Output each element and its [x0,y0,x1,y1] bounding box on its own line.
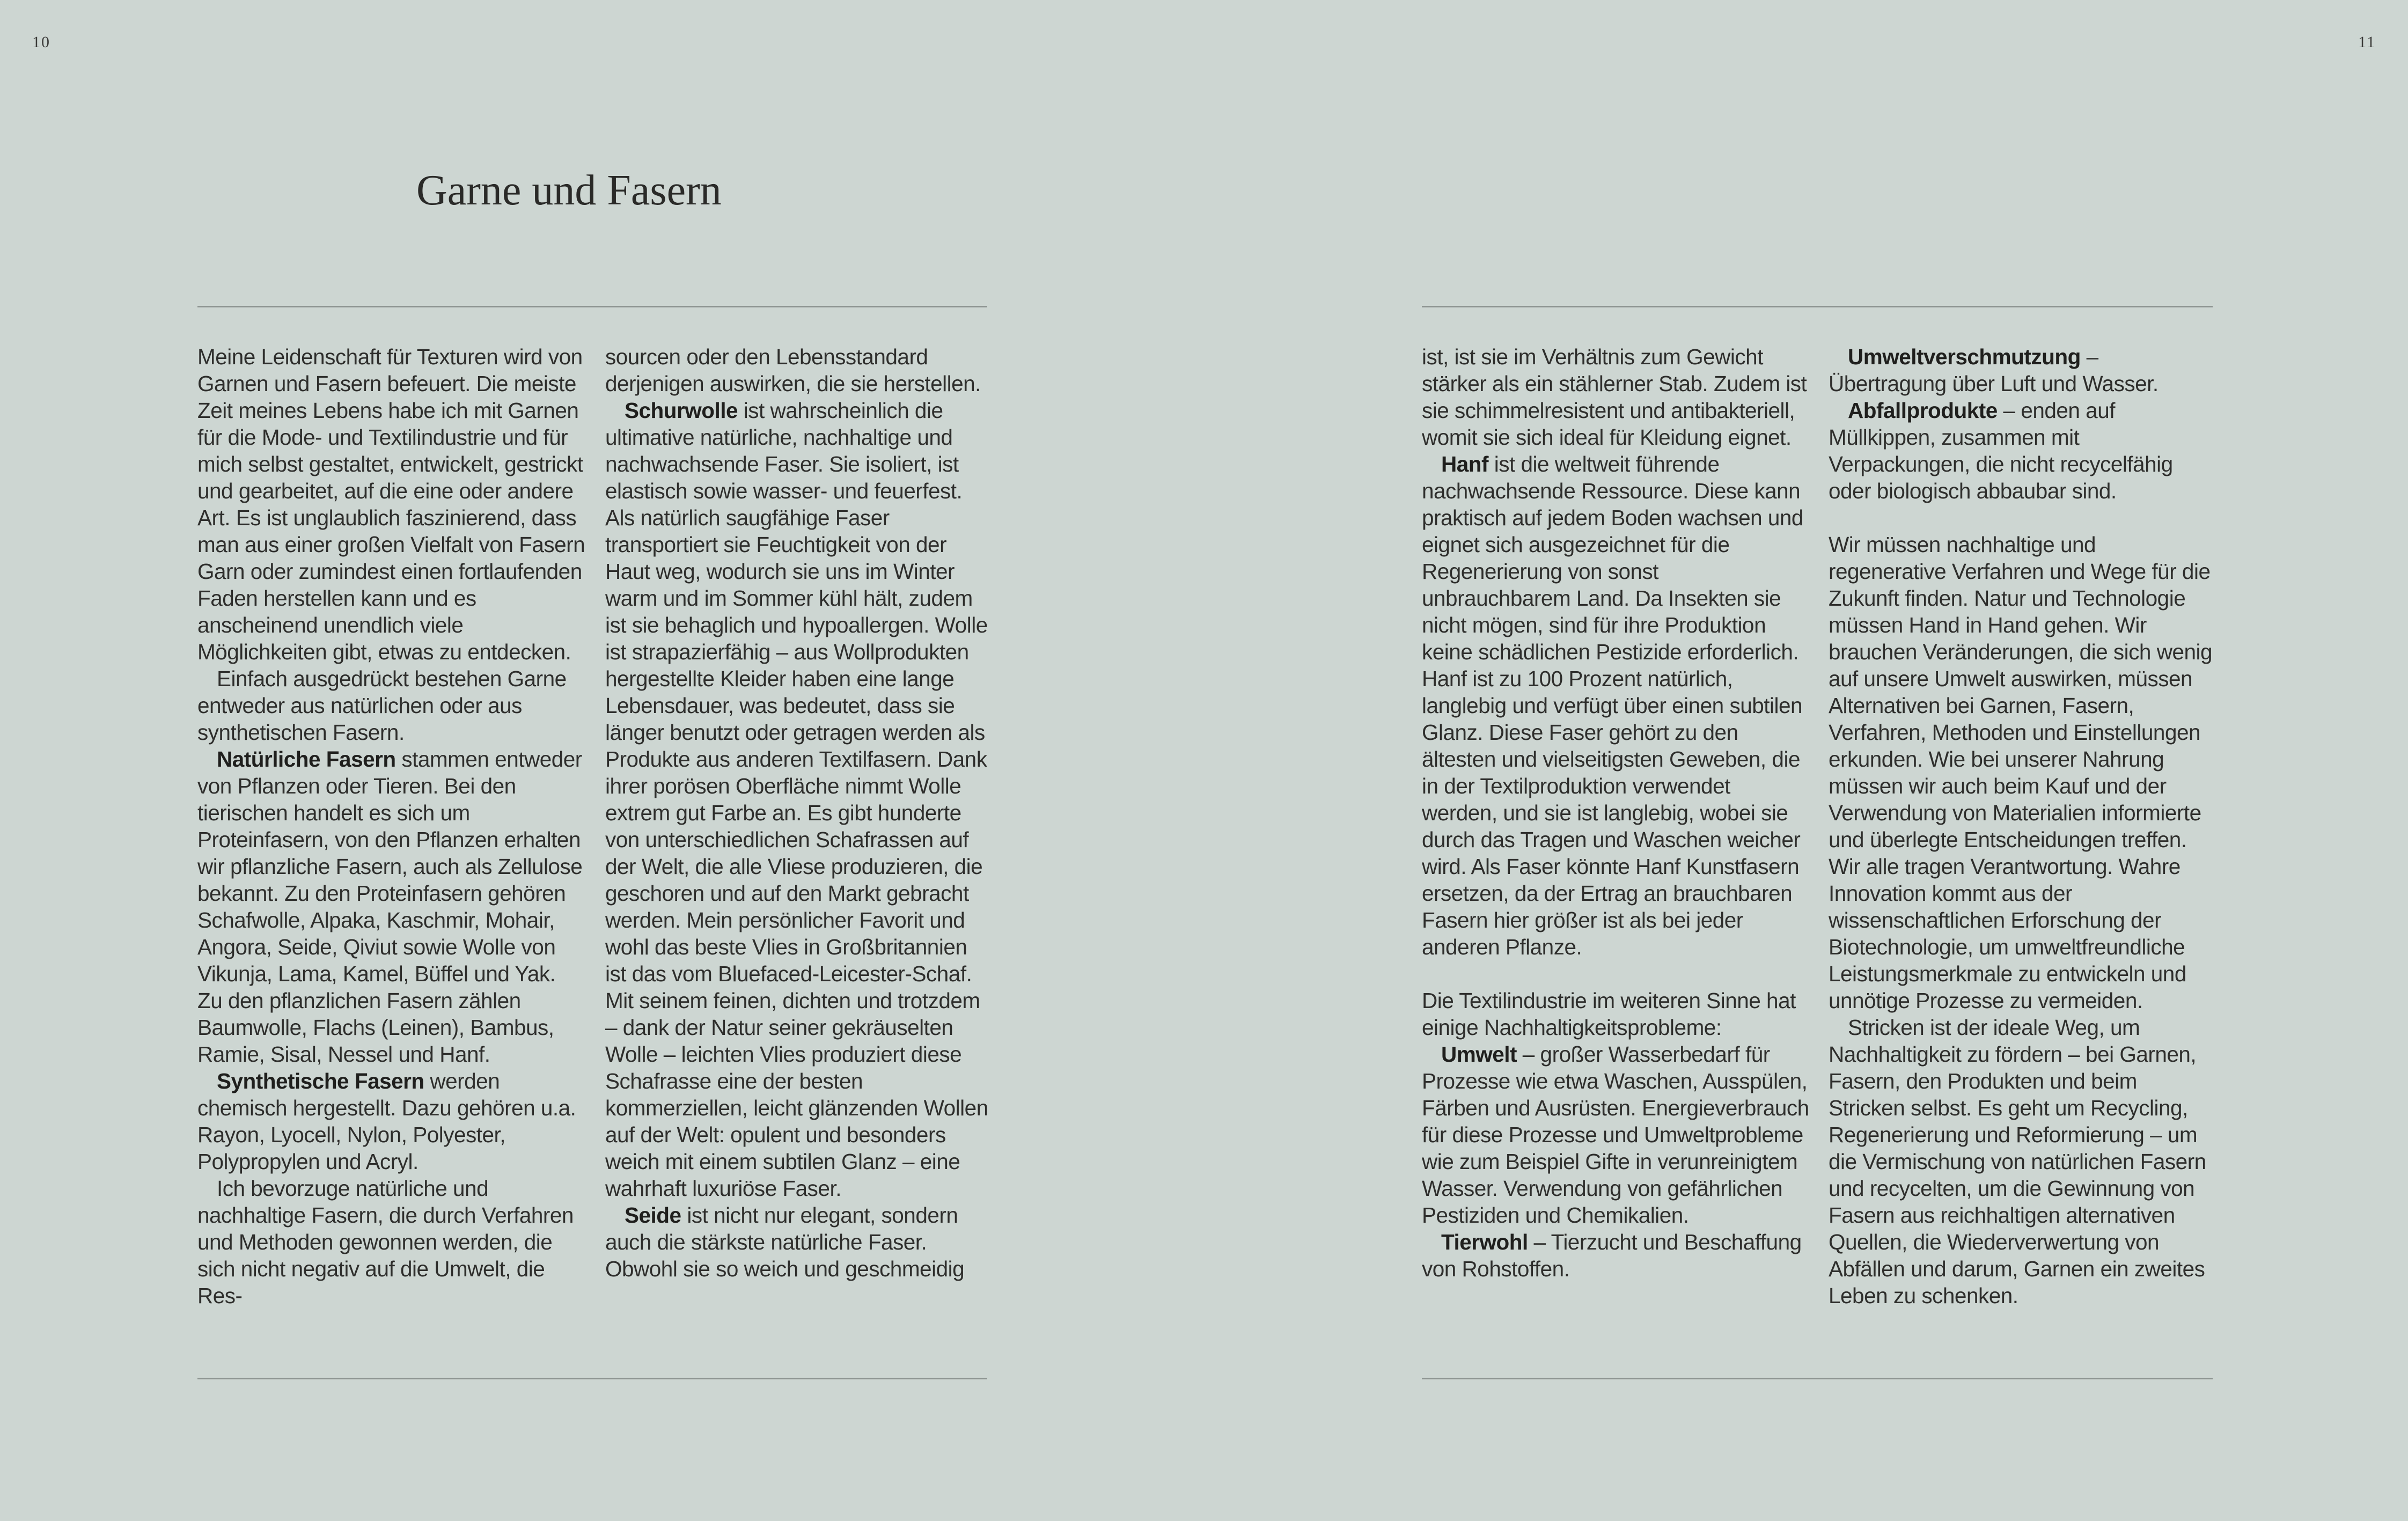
chapter-title: Garne und Fasern [416,167,722,214]
paragraph-hemp [1422,451,1810,960]
term-natural-fibres: Natürliche Fasern [217,747,396,771]
paragraph: Meine Leidenschaft für Texturen wird von Garnen und Fasern befeuert. Die meiste Zeit meines Lebens habe ich mit Garnen für die Mode- und Textilindustrie und für mich selbst gestaltet, entwickelt, gestrickt und gearbeitet, auf die eine oder andere Art. Es ist unglaublich faszinierend, dass man aus einer großen Vielfalt von Fasern Garn oder zumindest einen fortlaufenden Faden herstellen kann und es anscheinend unendlich viele Möglichkeiten gibt, etwas zu entdecken. [197,344,585,664]
text-column-3 [1422,343,1810,1282]
paragraph-text: ist wahrscheinlich die ultimative natürliche, nachhaltige und nachwachsende Faser. Sie isoliert, ist elastisch sowie wasser- und feuerfest. Als natürlich saugfähige Faser transportiert sie Feuchtigkeit von der Haut weg, wodurch sie uns im Winter warm und im Sommer kühl hält, zudem ist sie behaglich und hypoallergen. Wolle ist strapazierfähig – aus Wollprodukten hergestellte Kleider haben eine lange Lebensdauer, was bedeutet, dass sie länger benutzt oder getragen werden als Produkte aus anderen Textilfasern. Dank ihrer porösen Oberfläche nimmt Wolle extrem gut Farbe an. Es gibt hunderte von unterschiedlichen Schafrassen auf der Welt, die alle Vliese produzieren, die geschoren und auf den Markt gebracht werden. Mein persönlicher Favorit und wohl das beste Vlies in Großbritannien ist das vom Bluefaced-Leicester-Schaf. Mit seinem feinen, dichten und trotzdem – dank der Natur seiner gekräuselten Wolle – leichten Vlies produziert diese Schafrasse eine der besten kommerziellen, leicht glänzenden Wollen auf der Welt: opulent und besonders weich mit einem subtilen Glanz – eine wahrhaft luxuriöse Faser. [605,398,988,1201]
paragraph-wool [605,397,994,1202]
page-number-left: 10 [32,33,50,51]
paragraph: Die Textilindustrie im weiteren Sinne hat einige Nachhaltigkeitsprobleme: [1422,988,1796,1040]
top-rule-right [1422,306,2213,307]
top-rule-left [197,306,987,307]
paragraph: Ich bevorzuge natürliche und nachhaltige Fasern, die durch Verfahren und Methoden gewonnen werden, die sich nicht negativ auf die Umwelt, die Res- [197,1176,574,1308]
paragraph-animal-welfare [1422,1229,1810,1282]
paragraph-synthetic-fibres [197,1068,586,1175]
paragraph-waste [1829,397,2217,504]
page-number-right: 11 [2358,33,2376,51]
paragraph: Stricken ist der ideale Weg, um Nachhaltigkeit zu fördern – bei Garnen, Fasern, den Produkten und beim Stricken selbst. Es geht um Recycling, Regenerierung und Reformierung – um die Vermischung von natürlichen Fasern und recycelten, um die Gewinnung von Fasern aus reichhaltigen alternativen Quellen, die Wiederverwertung von Abfällen und darum, Garnen ein zweites Leben zu schenken. [1829,1015,2206,1308]
text-column-2 [605,343,994,1282]
paragraph-text: ist die weltweit führende nachwachsende Ressource. Diese kann praktisch auf jedem Boden wachsen und eignet sich ausgezeichnet für die Regenerierung von sonst unbrauchbarem Land. Da Insekten sie nicht mögen, sind für ihre Produktion keine schädlichen Pestizide erforderlich. Hanf ist zu 100 Prozent natürlich, langlebig und verfügt über einen subtilen Glanz. Diese Faser gehört zu den ältesten und vielseitigsten Geweben, die in der Textilproduktion verwendet werden, und sie ist langlebig, wobei sie durch das Tragen und Waschen weicher wird. Als Faser könnte Hanf Kunstfasern ersetzen, da der Ertrag an brauchbaren Fasern hier größer ist als bei jeder anderen Pflanze. [1422,452,1803,959]
paragraph-text: ist nicht nur elegant, sondern auch die stärkste natürliche Faser. Obwohl sie so weich und geschmeidig [605,1203,965,1281]
paragraph-text: werden chemisch hergestellt. Dazu gehören u.a. Rayon, Lyocell, Nylon, Polyester, Polypropylen und Acryl. [197,1069,576,1174]
term-waste: Abfallprodukte [1848,398,1998,423]
term-silk: Seide [625,1203,681,1228]
term-environment: Umwelt [1441,1042,1517,1067]
text-column-4 [1829,343,2217,1309]
paragraph: sourcen oder den Lebensstandard derjenigen auswirken, die sie herstellen. [605,344,981,396]
paragraph-text: – Übertragung über Luft und Wasser. [1829,344,2159,396]
bottom-rule-right [1422,1378,2213,1379]
paragraph-text: – Tierzucht und Beschaffung von Rohstoffen. [1422,1230,1802,1281]
paragraph: Wir müssen nachhaltige und regenerative Verfahren und Wege für die Zukunft finden. Natur und Technologie müssen Hand in Hand gehen. Wir brauchen Veränderungen, die sich wenig auf unsere Umwelt auswirken, müssen Alternativen bei Garnen, Fasern, Verfahren, Methoden und Einstellungen erkunden. Wie bei unserer Nahrung müssen wir auch beim Kauf und der Verwendung von Materialien informierte und überlegte Entscheidungen treffen. Wir alle tragen Verantwortung. Wahre Innovation kommt aus der wissenschaftlichen Erforschung der Biotechnologie, um umweltfreundliche Leistungsmerkmale zu entwickeln und unnötige Prozesse zu vermeiden. [1829,532,2213,1013]
term-hemp: Hanf [1441,452,1488,476]
paragraph-text: – großer Wasserbedarf für Prozesse wie etwa Waschen, Ausspülen, Färben und Ausrüsten. Energieverbrauch für diese Prozesse und Umweltprobleme wie zum Beispiel Gifte in verunreinigtem Wasser. Verwendung von gefährlichen Pestiziden und Chemikalien. [1422,1042,1809,1228]
term-animal-welfare: Tierwohl [1441,1230,1528,1254]
paragraph: Einfach ausgedrückt bestehen Garne entweder aus natürlichen oder aus synthetischen Fasern. [197,666,567,745]
text-column-1 [197,343,586,1309]
paragraph-natural-fibres [197,746,586,1068]
term-synthetic-fibres: Synthetische Fasern [217,1069,424,1093]
paragraph: ist, ist sie im Verhältnis zum Gewicht stärker als ein stählerner Stab. Zudem ist sie schimmelresistent und antibakteriell, womit sie sich ideal für Kleidung eignet. [1422,344,1807,450]
paragraph-text: stammen entweder von Pflanzen oder Tieren. Bei den tierischen handelt es sich um Proteinfasern, von den Pflanzen erhalten wir pflanzliche Fasern, auch als Zellulose bekannt. Zu den Proteinfasern gehören Schafwolle, Alpaka, Kaschmir, Mohair, Angora, Seide, Qiviut sowie Wolle von Vikunja, Lama, Kamel, Büffel und Yak. Zu den pflanzlichen Fasern zählen Baumwolle, Flachs (Leinen), Bambus, Ramie, Sisal, Nessel und Hanf. [197,747,583,1067]
bottom-rule-left [197,1378,987,1379]
term-pollution: Umweltverschmutzung [1848,344,2081,369]
term-wool: Schurwolle [625,398,738,423]
paragraph-environment [1422,1041,1810,1229]
paragraph-pollution [1829,343,2217,397]
paragraph-silk [605,1202,994,1282]
paragraph-text: – enden auf Müllkippen, zusammen mit Verpackungen, die nicht recycelfähig oder biologisch abbaubar sind. [1829,398,2173,503]
